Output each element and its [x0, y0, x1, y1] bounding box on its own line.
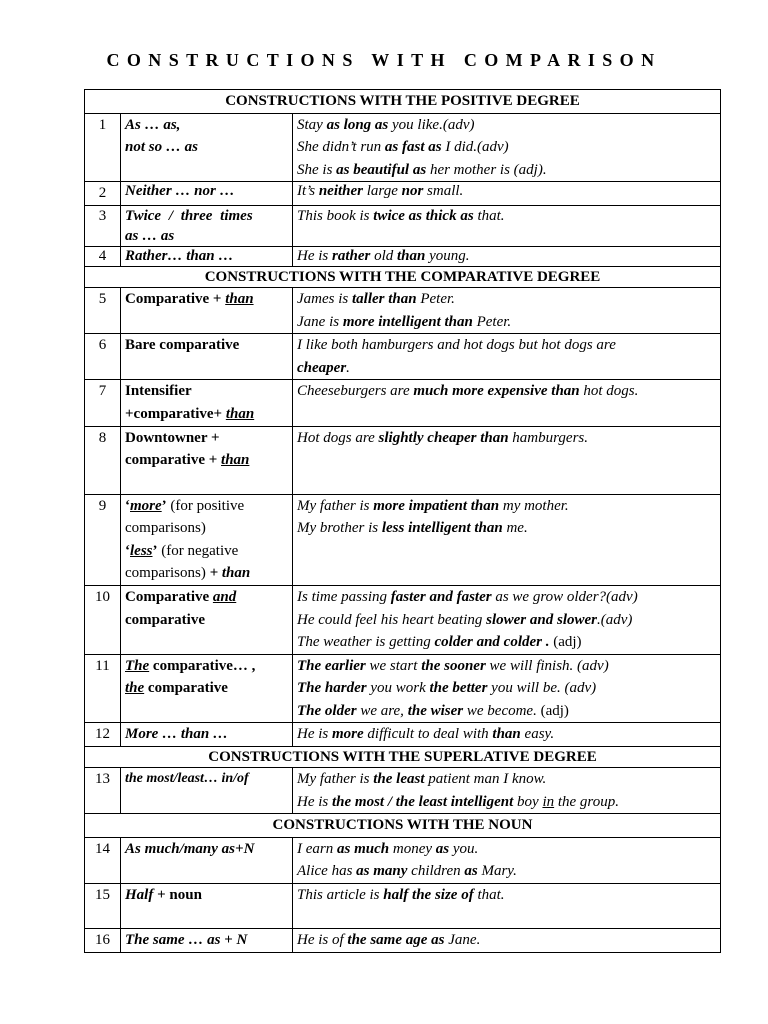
construction-cell: Neither … nor …	[121, 182, 293, 206]
construction-cell: Downtowner + comparative + than	[121, 426, 293, 494]
construction-cell: Comparative + than	[121, 287, 293, 333]
row-number: 12	[85, 723, 121, 747]
table-row	[85, 929, 721, 953]
section-header-row	[85, 814, 721, 838]
example-cell: The earlier we start the sooner we will finish. (adv) The harder you work the better you will be. (adv) The older we are, the wiser we become. (adj)	[293, 654, 721, 723]
row-number: 16	[85, 929, 121, 953]
construction-cell: Bare comparative	[121, 334, 293, 380]
row-number: 13	[85, 768, 121, 814]
table-row	[85, 380, 721, 426]
example-cell: Stay as long as you like.(adv) She didn’t run as fast as I did.(adv) She is as beautiful as her mother is (adj).	[293, 113, 721, 182]
table-row	[85, 723, 721, 747]
construction-cell: Rather… than …	[121, 246, 293, 266]
construction-cell: As much/many as+N	[121, 837, 293, 883]
table-row	[85, 585, 721, 654]
row-number: 11	[85, 654, 121, 723]
construction-cell: the most/least… in/of	[121, 768, 293, 814]
example-cell: Cheeseburgers are much more expensive than hot dogs.	[293, 380, 721, 426]
section-header-noun: CONSTRUCTIONS WITH THE NOUN	[85, 814, 721, 838]
table-row	[85, 884, 721, 929]
construction-cell: The same … as + N	[121, 929, 293, 953]
example-cell: He is of the same age as Jane.	[293, 929, 721, 953]
row-number: 7	[85, 380, 121, 426]
construction-cell: Comparative and comparative	[121, 585, 293, 654]
row-number: 14	[85, 837, 121, 883]
table-row	[85, 768, 721, 814]
row-number: 1	[85, 113, 121, 182]
construction-cell: ‘more’ (for positive comparisons) ‘less’ (for negative comparisons) + than	[121, 494, 293, 585]
example-cell: My father is the least patient man I know. He is the most / the least intelligent boy in the group.	[293, 768, 721, 814]
row-number: 6	[85, 334, 121, 380]
page-title: CONSTRUCTIONS WITH COMPARISON	[106, 50, 662, 70]
section-header-superlative: CONSTRUCTIONS WITH THE SUPERLATIVE DEGREE	[85, 747, 721, 768]
example-cell: I like both hamburgers and hot dogs but hot dogs are cheaper.	[293, 334, 721, 380]
table-row	[85, 205, 721, 246]
table-row	[85, 246, 721, 266]
construction-cell: As … as, not so … as	[121, 113, 293, 182]
construction-cell: Intensifier +comparative+ than	[121, 380, 293, 426]
row-number: 3	[85, 205, 121, 246]
construction-cell: Twice / three times as … as	[121, 205, 293, 246]
example-cell: My father is more impatient than my mother. My brother is less intelligent than me.	[293, 494, 721, 585]
construction-cell: Half + noun	[121, 884, 293, 929]
section-header-row	[85, 90, 721, 114]
row-number: 9	[85, 494, 121, 585]
example-cell: This book is twice as thick as that.	[293, 205, 721, 246]
comparison-table	[84, 89, 721, 953]
example-cell: Is time passing faster and faster as we grow older?(adv) He could feel his heart beating slower and slower.(adv) The weather is getting colder and colder . (adj)	[293, 585, 721, 654]
table-row	[85, 494, 721, 585]
row-number: 5	[85, 287, 121, 333]
example-cell: Hot dogs are slightly cheaper than hamburgers.	[293, 426, 721, 494]
table-row	[85, 426, 721, 494]
example-cell: James is taller than Peter. Jane is more intelligent than Peter.	[293, 287, 721, 333]
row-number: 8	[85, 426, 121, 494]
construction-cell: More … than …	[121, 723, 293, 747]
section-header-row	[85, 747, 721, 768]
section-header-row	[85, 266, 721, 287]
table-row	[85, 654, 721, 723]
table-row	[85, 287, 721, 333]
table-row	[85, 113, 721, 182]
example-cell: He is more difficult to deal with than easy.	[293, 723, 721, 747]
table-row	[85, 837, 721, 883]
construction-cell: The comparative… , the comparative	[121, 654, 293, 723]
row-number: 4	[85, 246, 121, 266]
table-row	[85, 334, 721, 380]
example-cell: I earn as much money as you. Alice has as many children as Mary.	[293, 837, 721, 883]
section-header-positive: CONSTRUCTIONS WITH THE POSITIVE DEGREE	[85, 90, 721, 114]
section-header-comparative: CONSTRUCTIONS WITH THE COMPARATIVE DEGREE	[85, 266, 721, 287]
table-row	[85, 182, 721, 206]
row-number: 10	[85, 585, 121, 654]
example-cell: He is rather old than young.	[293, 246, 721, 266]
example-cell: It’s neither large nor small.	[293, 182, 721, 206]
row-number: 15	[85, 884, 121, 929]
row-number: 2	[85, 182, 121, 206]
example-cell: This article is half the size of that.	[293, 884, 721, 929]
